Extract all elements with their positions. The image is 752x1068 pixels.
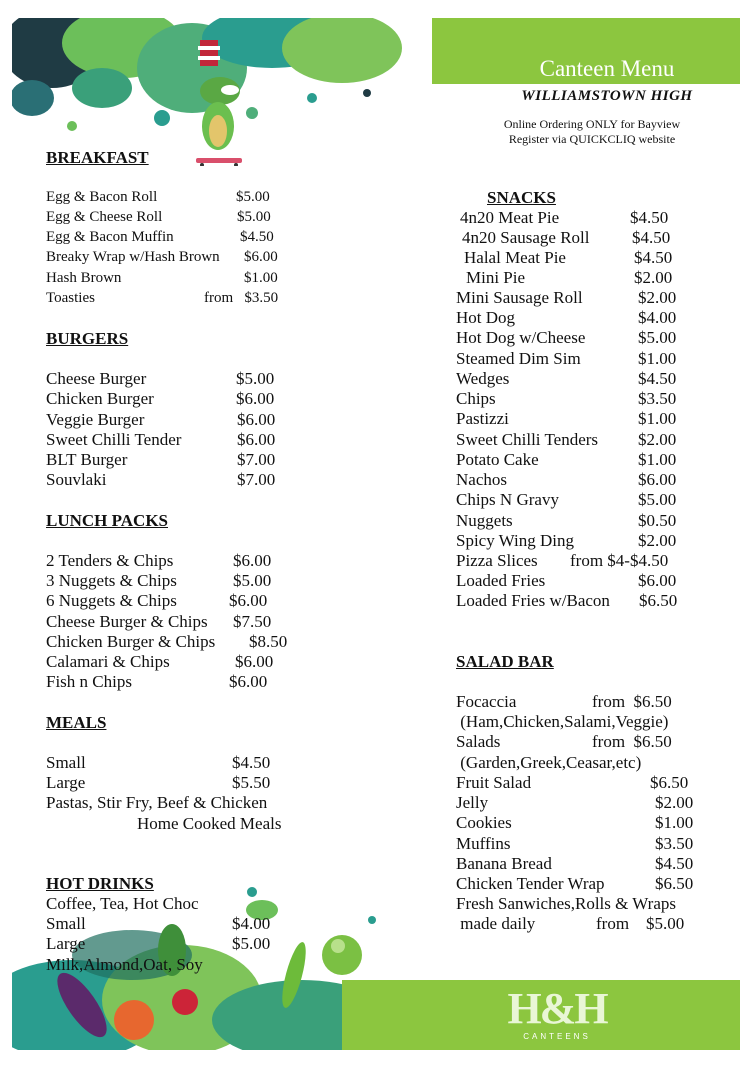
item-name: made daily xyxy=(456,914,536,933)
item-name: Mini Sausage Roll xyxy=(456,288,583,307)
item-price: $5.00 xyxy=(232,934,271,953)
item-price: $2.00 xyxy=(634,268,673,287)
item-name: Calamari & Chips xyxy=(46,652,170,671)
item-name: Small xyxy=(46,753,86,772)
item-name: Potato Cake xyxy=(456,450,539,469)
item-name: Loaded Fries w/Bacon xyxy=(456,591,610,610)
item-price: $6.00 xyxy=(244,249,278,265)
item-price: $1.00 xyxy=(638,450,677,469)
item-name: Large xyxy=(46,773,86,792)
item-name: Chips xyxy=(456,389,496,408)
page-title: Canteen Menu xyxy=(539,56,675,81)
item-price: $1.00 xyxy=(638,349,677,368)
school-name: WILLIAMSTOWN HIGH xyxy=(521,88,693,104)
item-price: $2.00 xyxy=(655,793,694,812)
item-name: Halal Meat Pie xyxy=(464,248,566,267)
item-name: BLT Burger xyxy=(46,450,128,469)
item-price: $3.50 xyxy=(638,389,677,408)
item-name: Small xyxy=(46,914,86,933)
item-price: from $6.50 xyxy=(592,692,672,711)
item-price: from $5.00 xyxy=(596,914,685,933)
item-price: from $3.50 xyxy=(204,290,279,306)
item-price: $5.00 xyxy=(233,571,272,590)
item-price: $6.00 xyxy=(229,672,268,691)
item-price: $4.50 xyxy=(232,753,271,772)
item-price: $4.00 xyxy=(232,914,271,933)
item-name: (Ham,Chicken,Salami,Veggie) xyxy=(456,712,669,731)
item-price: $7.50 xyxy=(233,612,272,631)
item-price: $5.00 xyxy=(236,189,270,205)
item-price: $4.50 xyxy=(634,248,673,267)
item-price: $6.00 xyxy=(229,591,268,610)
item-price: $5.50 xyxy=(232,773,271,792)
item-price: $5.00 xyxy=(236,369,275,388)
item-name: Veggie Burger xyxy=(46,410,145,429)
snacks-heading: SNACKS xyxy=(487,188,556,207)
ordering-note xyxy=(452,117,732,147)
item-name: Wedges xyxy=(456,369,510,388)
menu-page xyxy=(12,18,740,1050)
burgers-heading: BURGERS xyxy=(46,329,129,348)
item-name: Fish n Chips xyxy=(46,672,132,691)
item-name: 2 Tenders & Chips xyxy=(46,551,174,570)
item-name: Souvlaki xyxy=(46,470,107,489)
item-name: Cheese Burger xyxy=(46,369,147,388)
item-price: $6.00 xyxy=(233,551,272,570)
item-price: from $4-$4.50 xyxy=(570,551,669,570)
item-name: Spicy Wing Ding xyxy=(456,531,575,550)
item-price: $6.00 xyxy=(235,652,274,671)
item-name: Chips N Gravy xyxy=(456,490,559,509)
item-name: Nachos xyxy=(456,470,507,489)
item-name: Breaky Wrap w/Hash Brown xyxy=(46,249,220,265)
item-name: Chicken Burger xyxy=(46,389,154,408)
item-price: $6.00 xyxy=(237,410,276,429)
item-price: $1.00 xyxy=(244,270,278,286)
item-name: Pastizzi xyxy=(456,409,509,428)
item-name: Fruit Salad xyxy=(456,773,532,792)
item-name: Muffins xyxy=(456,834,511,853)
logo-subtitle: CANTEENS xyxy=(523,1032,591,1041)
item-price: $2.00 xyxy=(638,288,677,307)
item-name: Salads xyxy=(456,732,501,751)
item-price: $0.50 xyxy=(638,511,677,530)
item-name: Chicken Burger & Chips xyxy=(46,632,216,651)
item-price: $5.00 xyxy=(638,328,677,347)
item-name: Egg & Bacon Muffin xyxy=(46,229,174,245)
salad-bar-heading: SALAD BAR xyxy=(456,652,554,671)
item-name: (Garden,Greek,Ceasar,etc) xyxy=(456,753,642,772)
item-name: Pizza Slices xyxy=(456,551,538,570)
item-price: $4.50 xyxy=(240,229,274,245)
item-price: $1.00 xyxy=(638,409,677,428)
item-price: $7.00 xyxy=(237,470,276,489)
hot-drinks-heading: HOT DRINKS xyxy=(46,874,154,893)
item-name: Egg & Cheese Roll xyxy=(46,209,163,225)
item-price: $4.50 xyxy=(630,208,669,227)
item-price: $5.00 xyxy=(237,209,271,225)
item-name: 4n20 Sausage Roll xyxy=(462,228,590,247)
item-price: $4.50 xyxy=(655,854,694,873)
ordering-note-line2: Register via QUICKCLIQ website xyxy=(508,132,676,146)
item-price: $6.00 xyxy=(237,430,276,449)
item-name: 3 Nuggets & Chips xyxy=(46,571,177,590)
item-name: Chicken Tender Wrap xyxy=(456,874,605,893)
item-price: $6.00 xyxy=(638,470,677,489)
item-price: $1.00 xyxy=(655,813,694,832)
item-name: Cheese Burger & Chips xyxy=(46,612,208,631)
item-name: Large xyxy=(46,934,86,953)
meals-heading: MEALS xyxy=(46,713,107,732)
lunch-packs-heading: LUNCH PACKS xyxy=(46,511,168,530)
item-name: Cookies xyxy=(456,813,512,832)
item-price: $2.00 xyxy=(638,430,677,449)
item-name: Fresh Sanwiches,Rolls & Wraps xyxy=(456,894,676,913)
item-price: $7.00 xyxy=(237,450,276,469)
hot-drinks-milk-options: Milk,Almond,Oat, Soy xyxy=(46,955,203,974)
item-name: Hash Brown xyxy=(46,270,122,286)
breakfast-heading: BREAKFAST xyxy=(46,148,149,167)
item-name: Egg & Bacon Roll xyxy=(46,189,158,205)
item-name: Sweet Chilli Tender xyxy=(46,430,182,449)
item-price: $4.50 xyxy=(638,369,677,388)
item-name: Jelly xyxy=(456,793,489,812)
item-name: Focaccia xyxy=(456,692,517,711)
item-name: Nuggets xyxy=(456,511,513,530)
item-price: $5.00 xyxy=(638,490,677,509)
item-name: Sweet Chilli Tenders xyxy=(456,430,599,449)
item-name: Toasties xyxy=(46,290,95,306)
item-name: Mini Pie xyxy=(466,268,526,287)
meals-note: Pastas, Stir Fry, Beef & Chicken xyxy=(46,793,268,812)
item-price: $6.00 xyxy=(236,389,275,408)
item-price: $4.50 xyxy=(632,228,671,247)
item-name: 4n20 Meat Pie xyxy=(460,208,560,227)
crocodile-mascot-icon xyxy=(184,36,254,166)
item-name: Hot Dog xyxy=(456,308,516,327)
item-price: $6.50 xyxy=(650,773,689,792)
meals-note: Home Cooked Meals xyxy=(137,814,282,833)
item-name: 6 Nuggets & Chips xyxy=(46,591,177,610)
item-price: $4.00 xyxy=(638,308,677,327)
item-name: Banana Bread xyxy=(456,854,552,873)
item-price: $6.50 xyxy=(655,874,694,893)
item-price: from $6.50 xyxy=(592,732,672,751)
item-name: Hot Dog w/Cheese xyxy=(456,328,586,347)
item-name: Steamed Dim Sim xyxy=(456,349,581,368)
item-price: $2.00 xyxy=(638,531,677,550)
hh-canteens-logo xyxy=(502,986,612,1041)
item-price: $3.50 xyxy=(655,834,694,853)
item-price: $6.50 xyxy=(639,591,678,610)
item-price: $6.00 xyxy=(638,571,677,590)
ordering-note-line1: Online Ordering ONLY for Bayview xyxy=(503,117,681,131)
item-name: Loaded Fries xyxy=(456,571,546,590)
logo-mark: H&H xyxy=(507,984,607,1033)
item-price: $8.50 xyxy=(249,632,288,651)
hot-drinks-desc: Coffee, Tea, Hot Choc xyxy=(46,894,199,913)
